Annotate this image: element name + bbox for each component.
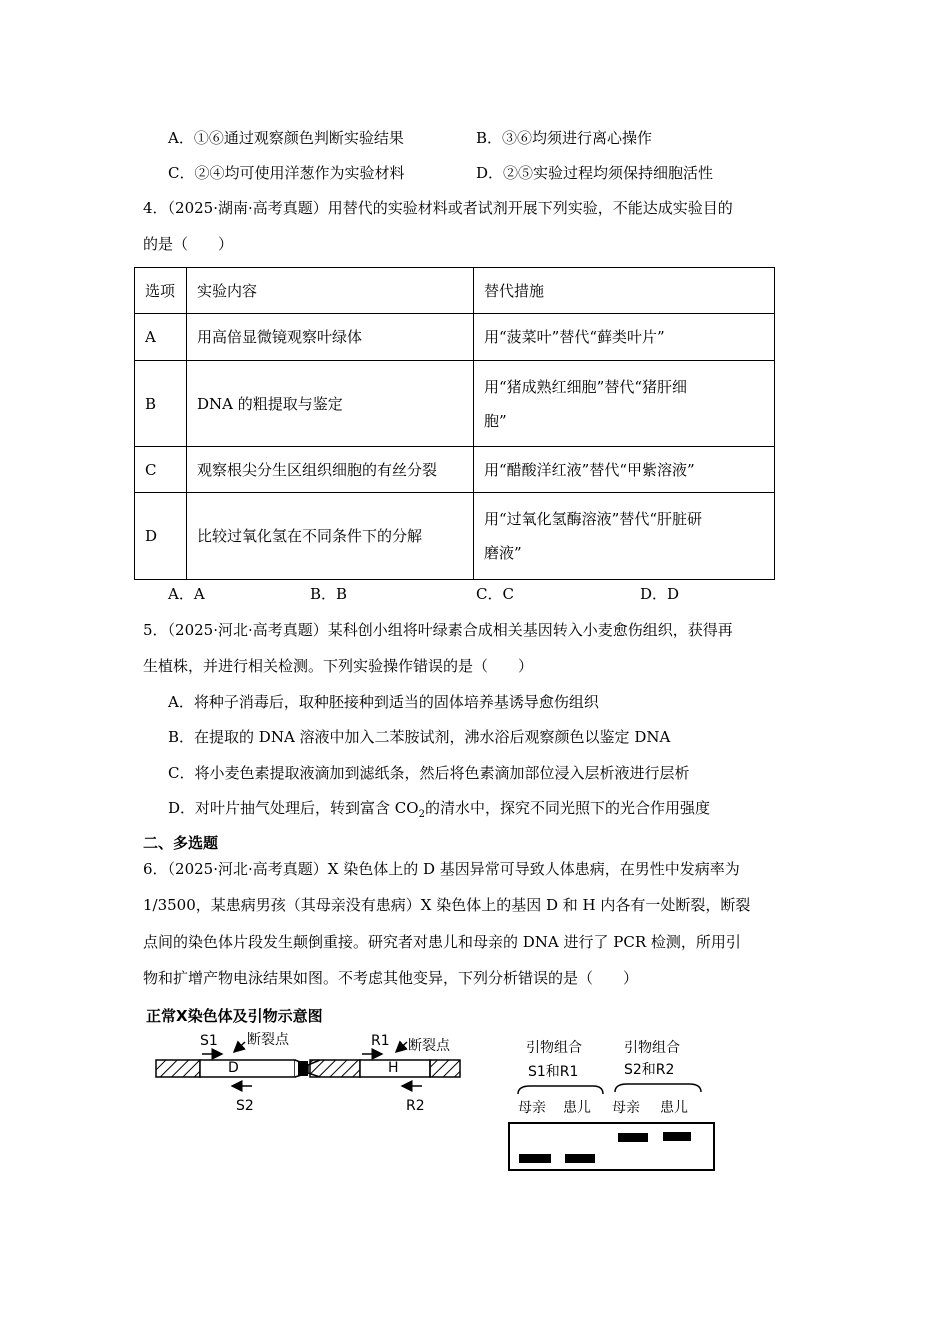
- figure-title: 正常X染色体及引物示意图: [146, 1007, 323, 1025]
- table-cell-content: 观察根尖分生区组织细胞的有丝分裂: [187, 447, 474, 493]
- primer-s2-label: S2: [236, 1098, 254, 1114]
- lane-label-mother-1: 母亲: [518, 1100, 546, 1116]
- break-point-arrow-2: [396, 1042, 407, 1052]
- band-mother-s1r1: [519, 1154, 551, 1163]
- table-cell-content: DNA 的粗提取与鉴定: [187, 361, 474, 447]
- q3-option-c: C．②④均可使用洋葱作为实验材料: [168, 164, 405, 182]
- replacement-text-line2: 磨液”: [484, 544, 522, 562]
- q5-option-d-post: 的清水中，探究不同光照下的光合作用强度: [424, 799, 710, 817]
- band-patient-s1r1: [565, 1154, 595, 1163]
- q5-option-d-subscript: 2: [418, 809, 425, 820]
- q4-stem-line2: 的是（ ）: [143, 235, 234, 253]
- q4-table: [134, 267, 775, 580]
- q5-option-d-pre: D．对叶片抽气处理后，转到富含 CO: [168, 799, 419, 817]
- lane-label-patient-2: 患儿: [660, 1100, 688, 1116]
- q5-option-a: A．将种子消毒后，取种胚接种到适当的固体培养基诱导愈伤组织: [168, 693, 599, 711]
- break-point-label-2: 断裂点: [408, 1038, 450, 1054]
- combo-2-bracket: [615, 1084, 701, 1092]
- table-cell-replacement: [474, 314, 775, 361]
- q4-option-c: C．C: [476, 585, 514, 603]
- gene-h-label: H: [388, 1060, 399, 1076]
- table-header-option: 选项: [135, 268, 187, 314]
- gene-d-label: D: [228, 1060, 239, 1076]
- lane-label-mother-2: 母亲: [612, 1100, 640, 1116]
- centromere: [298, 1061, 308, 1076]
- q3-option-d: D．②⑤实验过程均须保持细胞活性: [476, 164, 714, 182]
- primer-r1-label: R1: [371, 1033, 390, 1049]
- table-header-replacement: 替代措施: [474, 268, 775, 314]
- band-patient-s2r2: [663, 1132, 691, 1141]
- band-mother-s2r2: [618, 1133, 648, 1142]
- table-header-row: [135, 268, 775, 314]
- chromosome-hatched-segment: [430, 1060, 460, 1077]
- q6-stem-line3: 点间的染色体片段发生颠倒重接。研究者对患儿和母亲的 DNA 进行了 PCR 检测，所用引: [143, 933, 741, 951]
- table-row: [135, 314, 775, 361]
- q4-option-b: B．B: [310, 585, 348, 603]
- table-cell-option: A: [135, 314, 187, 361]
- gel-electrophoresis: [505, 1078, 720, 1176]
- gene-d-region: [200, 1060, 295, 1077]
- table-cell-replacement: [474, 447, 775, 493]
- table-row: [135, 361, 775, 447]
- section-title: 二、多选题: [143, 834, 219, 852]
- q3-option-b: B．③⑥均须进行离心操作: [476, 129, 653, 147]
- replacement-text: 用“醋酸洋红液”替代“甲紫溶液”: [484, 460, 695, 479]
- break-point-label-1: 断裂点: [247, 1032, 289, 1048]
- combo-1-bracket: [518, 1086, 603, 1094]
- table-cell-option: C: [135, 447, 187, 493]
- q5-stem-line1: 5．（2025·河北·高考真题）某科创小组将叶绿素合成相关基因转入小麦愈伤组织，获得再: [143, 621, 733, 639]
- q5-option-b: B．在提取的 DNA 溶液中加入二苯胺试剂，沸水浴后观察颜色以鉴定 DNA: [168, 728, 671, 746]
- table-row: [135, 447, 775, 493]
- chromosome-hatched-segment: [310, 1060, 360, 1077]
- table-row: [135, 493, 775, 580]
- primer-s1-label: S1: [200, 1033, 218, 1049]
- q6-stem-line2: 1/3500，某患病男孩（其母亲没有患病）X 染色体上的基因 D 和 H 内各有一处断裂，断裂: [143, 896, 751, 914]
- table-cell-option: D: [135, 493, 187, 580]
- q3-option-a: A．①⑥通过观察颜色判断实验结果: [168, 129, 404, 147]
- q6-stem-line4: 物和扩增产物电泳结果如图。不考虑其他变异，下列分析错误的是（ ）: [143, 969, 639, 987]
- primer-combo-2-title: 引物组合: [624, 1040, 680, 1056]
- primer-combo-1-sub: S1和R1: [528, 1064, 579, 1080]
- break-point-arrow-1: [234, 1042, 245, 1052]
- table-header-content: 实验内容: [187, 268, 474, 314]
- chromosome-hatched-segment: [156, 1060, 200, 1077]
- q4-option-d: D．D: [640, 585, 680, 603]
- primer-r2-label: R2: [406, 1098, 425, 1114]
- q4-option-a: A．A: [168, 585, 205, 603]
- table-cell-content: 比较过氧化氢在不同条件下的分解: [187, 493, 474, 580]
- replacement-text-line2: 胞”: [484, 411, 507, 430]
- lane-label-patient-1: 患儿: [563, 1100, 591, 1116]
- q4-stem-line1: 4．（2025·湖南·高考真题）用替代的实验材料或者试剂开展下列实验，不能达成实验目的: [143, 199, 733, 217]
- replacement-text-line1: 用“猪成熟红细胞”替代“猪肝细: [484, 377, 688, 396]
- table-cell-replacement: [474, 493, 775, 580]
- q5-option-d: [168, 798, 710, 825]
- q5-option-c: C．将小麦色素提取液滴加到滤纸条，然后将色素滴加部位浸入层析液进行层析: [168, 764, 690, 782]
- replacement-text-line1: 用“过氧化氢酶溶液”替代“肝脏研: [484, 510, 703, 528]
- q6-stem-line1: 6．（2025·河北·高考真题）X 染色体上的 D 基因异常可导致人体患病，在男性中发病率为: [143, 860, 740, 878]
- table-cell-option: B: [135, 361, 187, 447]
- table-cell-content: 用高倍显微镜观察叶绿体: [187, 314, 474, 361]
- primer-combo-2-sub: S2和R2: [624, 1062, 675, 1078]
- replacement-text: 用“菠菜叶”替代“藓类叶片”: [484, 328, 665, 346]
- q5-stem-line2: 生植株，并进行相关检测。下列实验操作错误的是（ ）: [143, 657, 534, 675]
- primer-combo-1-title: 引物组合: [526, 1040, 582, 1056]
- table-cell-replacement: [474, 361, 775, 447]
